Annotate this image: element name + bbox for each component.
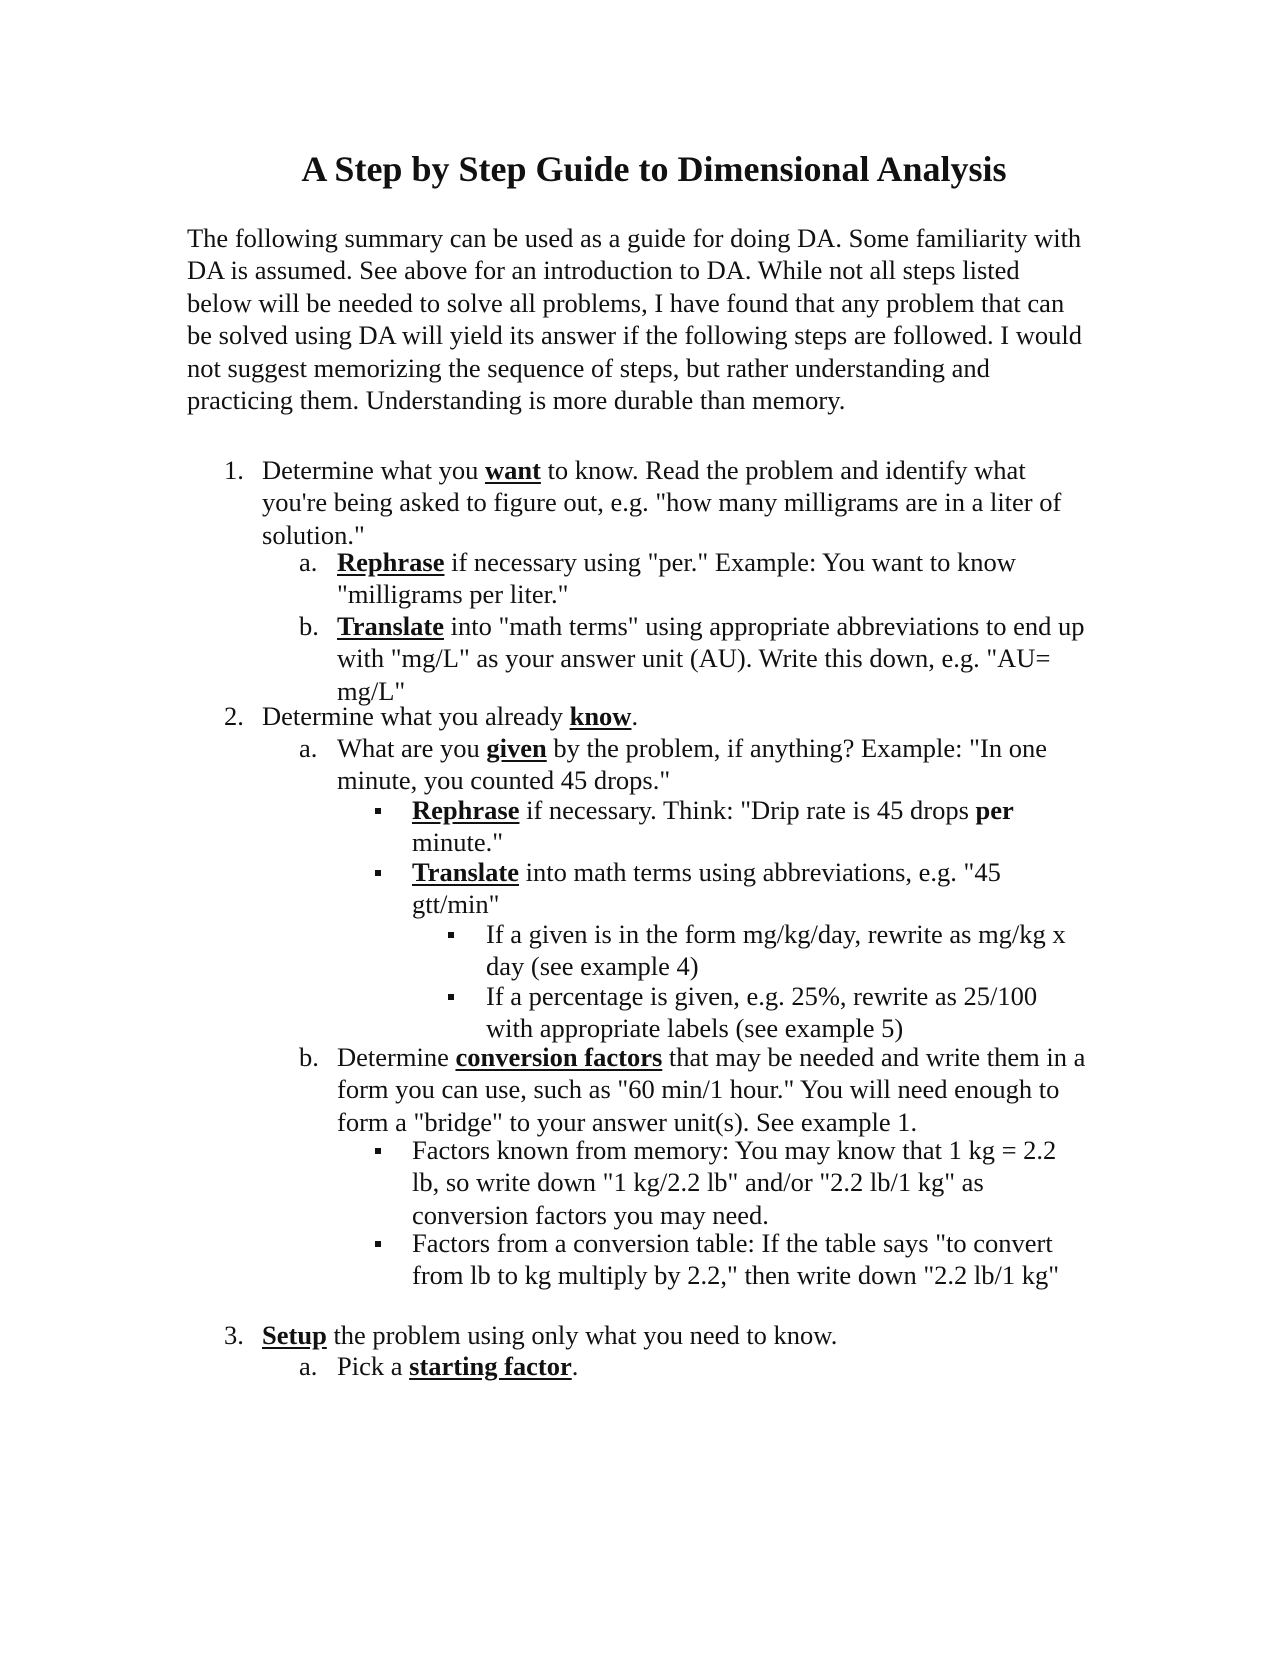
step-2a-text-pre: What are you <box>337 733 487 763</box>
step-1-marker: 1. <box>224 455 244 485</box>
step-2a-bullet-1-bold: per <box>975 795 1014 825</box>
step-1-keyword: want <box>484 455 541 485</box>
step-3a-text-post: . <box>571 1351 579 1381</box>
step-3-keyword: Setup <box>262 1320 327 1350</box>
step-2a-sub-bullet-2 <box>486 980 1090 1045</box>
step-1b <box>299 610 1089 707</box>
step-2a-bullet-1 <box>412 794 1089 859</box>
square-bullet-icon <box>375 1241 381 1247</box>
step-3 <box>224 1319 1088 1351</box>
step-2b-keyword: conversion factors <box>455 1042 663 1072</box>
step-2a-marker: a. <box>299 733 318 763</box>
step-2a-sub-bullet-1-text: If a given is in the form mg/kg/day, rewrite as mg/kg x day (see example 4) <box>486 919 1066 982</box>
step-2b-marker: b. <box>299 1042 319 1072</box>
step-2-keyword: know <box>569 701 632 731</box>
step-2b-bullet-1 <box>412 1134 1089 1231</box>
step-3a-keyword: starting factor <box>409 1351 572 1381</box>
square-bullet-icon <box>448 994 454 1000</box>
step-3a <box>299 1350 1089 1382</box>
step-2a-bullet-2-text: into math terms using abbreviations, e.g. "45 gtt/min" <box>412 857 1001 920</box>
step-1a-keyword: Rephrase <box>337 547 445 577</box>
step-2a-bullet-1-text: if necessary. Think: "Drip rate is 45 drops <box>519 795 976 825</box>
step-2a-bullet-1-text-post: minute." <box>412 827 504 858</box>
step-1-text-post: to know. Read the problem and identify what you're being asked to figure out, e.g. "how many milligrams are in a liter of solution." <box>262 455 1062 550</box>
step-2a <box>299 732 1089 797</box>
step-1 <box>224 454 1088 551</box>
step-2a-text-post: by the problem, if anything? Example: "In one minute, you counted 45 drops." <box>337 733 1047 796</box>
step-2a-bullet-2 <box>412 856 1089 921</box>
step-1b-marker: b. <box>299 611 319 641</box>
step-2a-bullet-1-keyword: Rephrase <box>412 795 520 825</box>
step-1a-marker: a. <box>299 547 318 577</box>
step-1b-keyword: Translate <box>337 611 444 641</box>
square-bullet-icon <box>375 870 381 876</box>
step-2 <box>224 700 1088 732</box>
step-3-text: the problem using only what you need to know. <box>326 1320 838 1350</box>
step-2-marker: 2. <box>224 701 244 731</box>
step-2b-bullet-1-text: Factors known from memory: You may know that 1 kg = 2.2 lb, so write down "1 kg/2.2 lb" and/or "2.2 lb/1 kg" as conversion factors you may need. <box>412 1135 1057 1230</box>
step-2b-bullet-2 <box>412 1227 1089 1292</box>
step-1a-text: if necessary using "per." Example: You want to know "milligrams per liter." <box>337 547 1016 610</box>
step-2-text-pre: Determine what you already <box>262 701 570 731</box>
step-2b-text-post: that may be needed and write them in a form you can use, such as "60 min/1 hour." You will need enough to form a "bridge" to your answer unit(s). See example 1. <box>337 1042 1086 1137</box>
square-bullet-icon <box>448 932 454 938</box>
step-2a-sub-bullet-2-text: If a percentage is given, e.g. 25%, rewrite as 25/100 with appropriate labels (see example 5) <box>486 981 1038 1044</box>
step-2-text-post: . <box>631 701 639 731</box>
step-1a <box>299 546 1089 611</box>
step-1b-text: into "math terms" using appropriate abbreviations to end up with "mg/L" as your answer unit (AU). Write this down, e.g. "AU= mg/L" <box>337 611 1085 706</box>
step-2b-text-pre: Determine <box>337 1042 456 1072</box>
step-2b-bullet-2-text: Factors from a conversion table: If the table says "to convert from lb to kg multiply by 2.2," then write down "2.2 lb/1 kg" <box>412 1228 1060 1291</box>
step-2a-sub-bullet-1 <box>486 918 1090 983</box>
step-3-marker: 3. <box>224 1320 244 1350</box>
square-bullet-icon <box>375 1148 381 1154</box>
intro-paragraph: The following summary can be used as a guide for doing DA. Some familiarity with DA is assumed. See above for an introduction to DA. While not all steps listed below will be needed to solve all problems, I have found that any problem that can be solved using DA will yield its answer if the following steps are followed. I would not suggest memorizing the sequence of steps, but rather understanding and practicing them. Understanding is more durable than memory. <box>187 223 1082 416</box>
step-3a-text-pre: Pick a <box>337 1351 410 1381</box>
step-2a-keyword: given <box>486 733 547 763</box>
page-title: A Step by Step Guide to Dimensional Analysis <box>301 149 1007 189</box>
step-3a-marker: a. <box>299 1351 318 1381</box>
step-1-text-pre: Determine what you <box>262 455 485 485</box>
step-2a-bullet-2-keyword: Translate <box>412 857 519 887</box>
square-bullet-icon <box>375 808 381 814</box>
step-2b <box>299 1041 1089 1138</box>
